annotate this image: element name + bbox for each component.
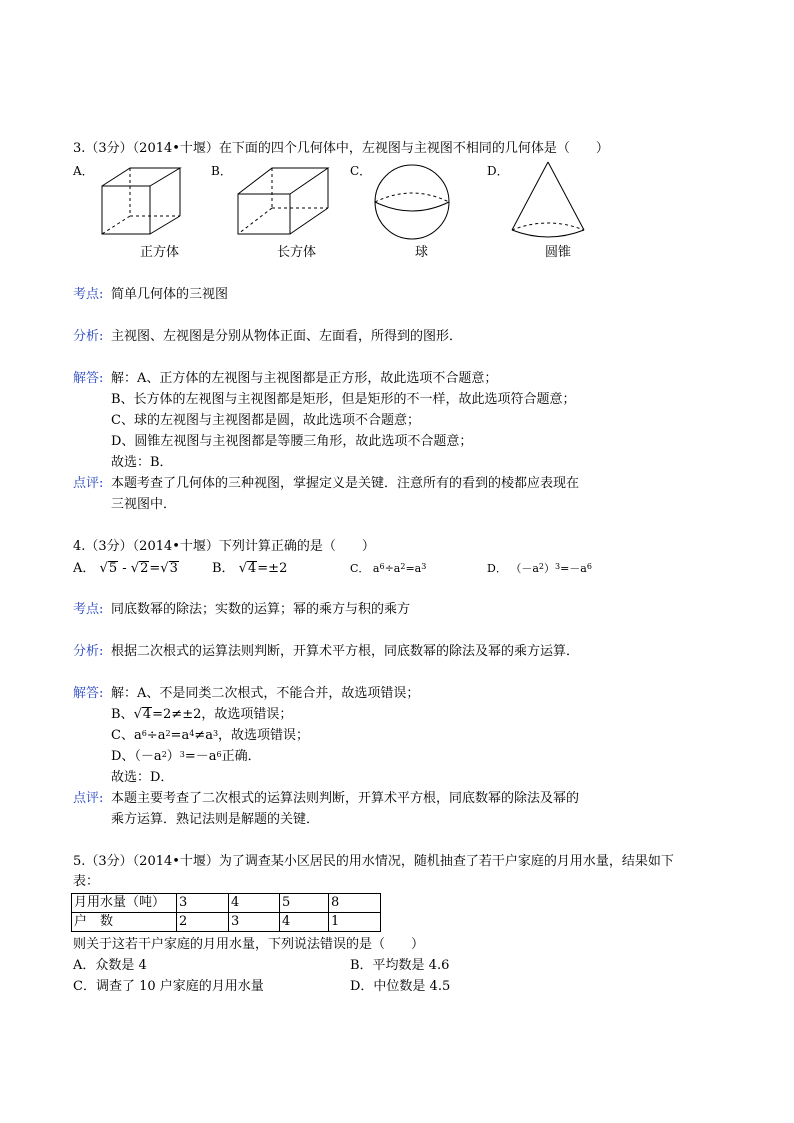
q5-option-c: C．调查了 10 户家庭的月用水量 [73,979,264,994]
exponent: 6 [216,750,222,759]
q3-jieda-line: B、长方体的左视图与主视图都是矩形，但是矩形的不一样，故此选项符合题意； [111,392,576,407]
q4-option-a-letter: A． [73,561,96,576]
table-row [72,894,381,913]
q3-dianping-line: 三视图中． [111,497,177,512]
part: ，故选项错误； [218,728,310,743]
exponent: 2 [161,750,167,759]
q4-option-a [73,560,179,578]
part: =2≠±2，故选项错误； [152,707,293,722]
q5-title-cont: 表： [73,874,100,889]
q4-jieda-line [111,748,261,766]
part: （－a [510,562,539,575]
part: C、a [111,728,142,743]
q4-jieda-line: 故选：D． [111,770,174,785]
equals: =a [405,562,422,575]
q4-option-d [487,560,592,578]
sqrt-icon: √ [99,561,108,576]
part: ） [543,562,555,575]
q3-option-d-letter: D． [487,164,509,178]
base: a [372,562,380,575]
q3-title: 3.（3分）（2014•十堰）在下面的四个几何体中，左视图与主视图不相同的几何体是（ ） [73,141,609,156]
q5-title: 5.（3分）（2014•十堰）为了调查某小区居民的用水情况，随机抽查了若干户家庭的月用水量，结果如下 [73,854,674,869]
cone-figure [510,160,590,242]
q5-question: 则关于这若干户家庭的月用水量，下列说法错误的是（ ） [73,937,425,952]
q4-dianping-line: 乘方运算．熟记法则是解题的关键． [111,812,320,827]
q3-dianping-line: 本题考查了几何体的三种视图，掌握定义是关键．注意所有的看到的棱都应表现在 [111,476,580,491]
q5-option-a: A．众数是 4 [73,958,147,973]
part: 正确． [221,749,261,764]
table-cell: 8 [329,894,381,913]
q4-dianping-label: 点评: [73,791,104,806]
q3-option-b-name: 长方体 [277,245,317,260]
water-usage-table [71,893,381,932]
q4-kaodian-label: 考点: [73,602,104,617]
q3-jieda-line: 解：A、正方体的左视图与主视图都是正方形，故此选项不合题意； [111,371,498,386]
q3-option-d-name: 圆锥 [545,245,572,260]
table-cell: 4 [280,913,329,932]
q5-option-b: B．平均数是 4.6 [350,958,450,973]
table-cell: 3 [229,913,280,932]
q4-dianping-line: 本题主要考查了二次根式的运算法则判断，开算术平方根，同底数幂的除法及幂的 [111,791,580,806]
sqrt-icon: √ [238,561,247,576]
exponent: 3 [421,562,427,571]
exponent: 3 [554,562,561,571]
q4-jieda-label: 解答: [73,686,104,701]
sqrt-icon: √ [130,561,140,576]
exponent: 6 [141,729,147,738]
q5-option-d: D．中位数是 4.5 [350,979,451,994]
table-cell: 5 [280,894,329,913]
radicand: 4 [142,707,152,722]
exponent: 2 [165,729,171,738]
part: D、（－a [111,749,162,764]
q4-jieda-line [111,727,309,745]
part: =a [170,728,190,743]
q3-kaodian-text: 简单几何体的三视图 [111,287,229,302]
exponent: 6 [379,562,385,571]
equals-sign: = [149,561,161,576]
part: =－a [560,562,587,575]
q4-option-d-letter: D． [487,562,507,575]
sqrt-icon: √ [160,561,169,576]
q3-option-b-letter: B． [211,164,232,178]
cuboid-figure [236,166,336,241]
q3-jieda-label: 解答: [73,371,104,386]
q3-kaodian-label: 考点: [73,287,104,302]
minus-sign: - [122,561,127,576]
q4-option-b [212,560,287,578]
q4-jieda-line [111,706,292,724]
q3-dianping-label: 点评: [73,476,104,491]
q3-option-a-letter: A． [73,164,94,178]
table-cell: 4 [229,894,280,913]
q4-jieda-line: 解：A、不是同类二次根式，不能合并，故选项错误； [111,686,420,701]
option-b-rest: =±2 [257,561,288,576]
part: ÷a [146,728,166,743]
q3-fenxi-text: 主视图、左视图是分别从物体正面、左面看，所得到的图形． [111,329,463,344]
part: ） [166,749,180,764]
table-cell: 月用水量（吨） [72,894,177,913]
radicand: 5 [108,561,118,576]
sphere-figure [372,162,452,242]
table-cell: 3 [177,894,229,913]
exponent: 2 [538,562,544,571]
q3-option-c-name: 球 [415,245,429,260]
radicand: 3 [169,561,178,576]
q3-jieda-line: D、圆锥左视图与主视图都是等腰三角形，故此选项不合题意； [111,434,473,449]
exponent: 2 [400,562,406,571]
q3-jieda-line: 故选：B． [111,455,173,470]
exponent: 3 [212,729,219,738]
q3-jieda-line: C、球的左视图与主视图都是圆，故此选项不合题意； [111,413,420,428]
part: B、 [111,707,134,722]
exponent: 6 [586,562,592,571]
q4-option-b-letter: B． [212,561,235,576]
q4-fenxi-text: 根据二次根式的运算法则判断，开算术平方根，同底数幂的除法及幂的乘方运算． [111,644,580,659]
q4-kaodian-text: 同底数幂的除法；实数的运算；幂的乘方与积的乘方 [111,602,411,617]
table-cell: 户 数 [72,913,177,932]
part: ≠a [194,728,213,743]
table-row [72,913,381,932]
q4-title: 4.（3分）（2014•十堰）下列计算正确的是（ ） [73,539,375,554]
divide: ÷a [384,562,401,575]
exponent: 4 [189,729,195,738]
cube-figure [100,166,190,241]
radicand: 4 [248,561,257,576]
table-cell: 1 [329,913,381,932]
sqrt-icon: √ [133,707,142,722]
q4-fenxi-label: 分析: [73,644,104,659]
radicand: 2 [140,561,149,576]
part: =－a [184,749,217,764]
table-cell: 2 [177,913,229,932]
q3-option-a-name: 正方体 [140,245,180,260]
q4-option-c-letter: C． [350,562,370,575]
q3-option-c-letter: C． [350,164,372,178]
exponent: 3 [179,750,185,759]
q3-fenxi-label: 分析: [73,329,104,344]
q4-option-c [350,560,426,578]
